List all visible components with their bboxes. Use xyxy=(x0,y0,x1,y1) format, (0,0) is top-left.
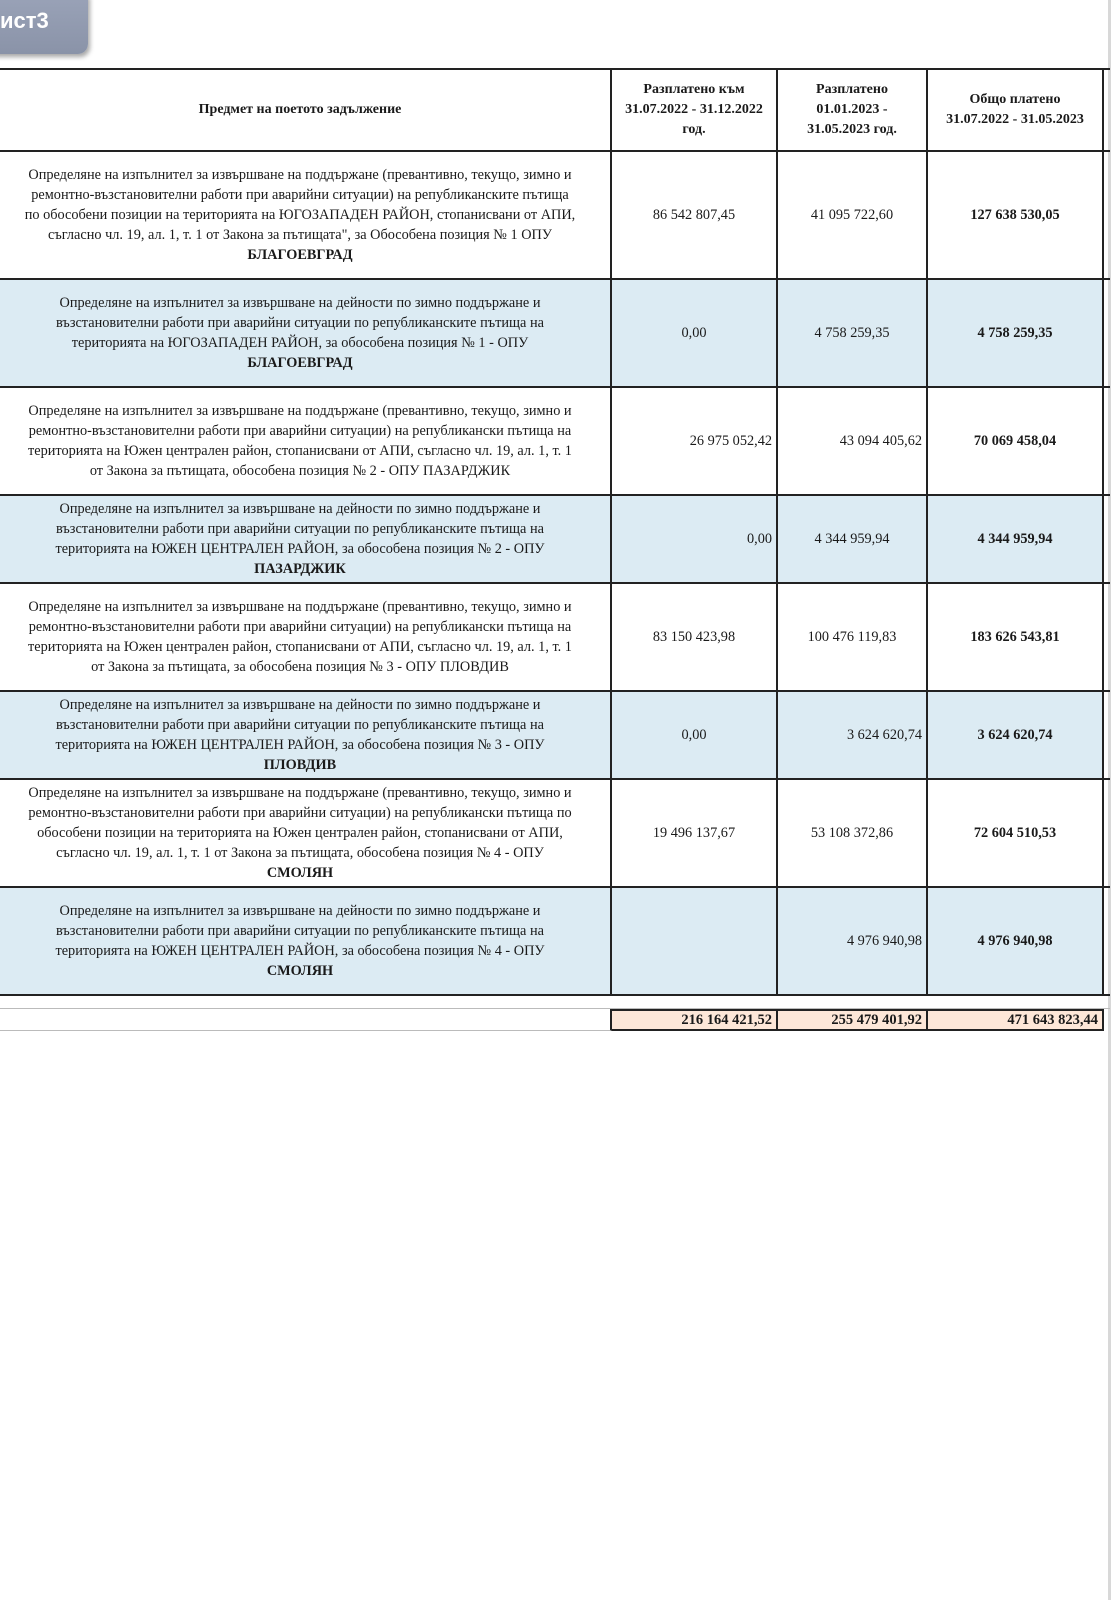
paid-2022-cell: 0,00 xyxy=(612,496,778,582)
subject-cell xyxy=(0,152,612,278)
header-paid-2023 xyxy=(778,70,928,150)
table-row[interactable] xyxy=(0,888,1110,996)
paid-2023-cell: 43 094 405,62 xyxy=(778,388,928,494)
table-row[interactable] xyxy=(0,152,1110,280)
subject-line: съгласно чл. 19, ал. 1, т. 1 от Закона за пътищата", за Обособена позиция № 1 ОПУ xyxy=(48,227,552,243)
paid-2023-cell: 100 476 119,83 xyxy=(778,584,928,690)
total-cell: 183 626 543,81 xyxy=(928,584,1104,690)
subject-cell xyxy=(0,584,612,690)
paid-2023-cell: 41 095 722,60 xyxy=(778,152,928,278)
total-cell: 4 758 259,35 xyxy=(928,280,1104,386)
paid-2022-cell: 19 496 137,67 xyxy=(612,780,778,886)
total-cell: 3 624 620,74 xyxy=(928,692,1104,778)
subject-line: територията на ЮЖЕН ЦЕНТРАЛЕН РАЙОН, за обособена позиция № 4 - ОПУ xyxy=(55,943,545,959)
table-row[interactable] xyxy=(0,584,1110,692)
header-paid-2022-line: год. xyxy=(682,122,706,137)
paid-2022-cell: 0,00 xyxy=(612,280,778,386)
paid-2022-cell: 0,00 xyxy=(612,692,778,778)
totals-spacer xyxy=(0,1009,612,1031)
table-row[interactable] xyxy=(0,780,1110,888)
subject-line: територията на ЮЖЕН ЦЕНТРАЛЕН РАЙОН, за обособена позиция № 2 - ОПУ xyxy=(55,541,545,557)
subject-cell xyxy=(0,388,612,494)
header-paid-2023-line: 01.01.2023 - xyxy=(816,102,888,117)
subject-line: територията на ЮЖЕН ЦЕНТРАЛЕН РАЙОН, за обособена позиция № 3 - ОПУ xyxy=(55,737,545,753)
payments-table xyxy=(0,68,1110,996)
header-total xyxy=(928,70,1104,150)
subject-line: възстановителни работи при аварийни ситуации по републиканските пътища на xyxy=(56,521,544,537)
header-paid-2022-line: 31.07.2022 - 31.12.2022 xyxy=(625,102,763,117)
paid-2022-cell: 26 975 052,42 xyxy=(612,388,778,494)
sheet-tab-label: ист3 xyxy=(0,8,49,33)
table-row[interactable] xyxy=(0,496,1110,584)
subject-line: възстановителни работи при аварийни ситуации по републиканските пътища на xyxy=(56,923,544,939)
subject-line: територията на Южен централен район, стопанисвани от АПИ, съгласно чл. 19, ал. 1, т. 1 xyxy=(28,443,572,459)
paid-2023-cell: 4 758 259,35 xyxy=(778,280,928,386)
table-header-row xyxy=(0,70,1110,152)
subject-line: територията на Южен централен район, стопанисвани от АПИ, съгласно чл. 19, ал. 1, т. 1 xyxy=(28,639,572,655)
subject-line: Определяне на изпълнител за извършване на поддържане (превантивно, текущо, зимно и xyxy=(28,785,572,801)
subject-line: Определяне на изпълнител за извършване на дейности по зимно поддържане и xyxy=(59,501,541,517)
subject-cell xyxy=(0,888,612,994)
header-paid-2022-line: Разплатено към xyxy=(643,82,745,97)
table-row[interactable] xyxy=(0,280,1110,388)
subject-line: Определяне на изпълнител за извършване на поддържане (превантивно, текущо, зимно и xyxy=(28,167,572,183)
paid-2023-cell: 53 108 372,86 xyxy=(778,780,928,886)
subject-line: СМОЛЯН xyxy=(266,963,334,979)
totals-paid-2023: 255 479 401,92 xyxy=(778,1009,928,1031)
total-cell: 4 976 940,98 xyxy=(928,888,1104,994)
totals-row xyxy=(0,1008,1110,1033)
subject-line: от Закона за пътищата, обособена позиция № 2 - ОПУ ПАЗАРДЖИК xyxy=(89,463,511,479)
subject-line: ремонтно-възстановителни работи при аварийни ситуации) на републикански пътища на xyxy=(28,423,572,439)
total-cell: 4 344 959,94 xyxy=(928,496,1104,582)
subject-line: ремонтно-възстановителни работи при аварийни ситуации) на републикански пътища по xyxy=(28,805,572,821)
subject-cell xyxy=(0,692,612,778)
subject-line: от Закона за пътищата, за обособена позиция № 3 - ОПУ ПЛОВДИВ xyxy=(91,659,509,675)
subject-line: територията на ЮГОЗАПАДЕН РАЙОН, за обособена позиция № 1 - ОПУ xyxy=(71,335,529,351)
table-row[interactable] xyxy=(0,692,1110,780)
subject-cell xyxy=(0,780,612,886)
subject-cell xyxy=(0,280,612,386)
subject-line: възстановителни работи при аварийни ситуации по републиканските пътища на xyxy=(56,315,544,331)
subject-line: БЛАГОЕВГРАД xyxy=(247,247,353,263)
subject-line: ПАЗАРДЖИК xyxy=(254,561,346,577)
subject-cell xyxy=(0,496,612,582)
totals-paid-2022: 216 164 421,52 xyxy=(612,1009,778,1031)
header-total-line: 31.07.2022 - 31.05.2023 xyxy=(946,112,1084,127)
subject-line: Определяне на изпълнител за извършване на дейности по зимно поддържане и xyxy=(59,903,541,919)
subject-line: СМОЛЯН xyxy=(266,865,334,881)
subject-line: ПЛОВДИВ xyxy=(263,757,337,773)
subject-line: възстановителни работи при аварийни ситуации по републиканските пътища на xyxy=(56,717,544,733)
paid-2022-cell: 86 542 807,45 xyxy=(612,152,778,278)
total-cell: 127 638 530,05 xyxy=(928,152,1104,278)
sheet-tab[interactable] xyxy=(0,0,88,54)
subject-line: съгласно чл. 19, ал. 1, т. 1 от Закона за пътищата, обособена позиция № 4 - ОПУ xyxy=(56,845,544,861)
paid-2023-cell: 4 976 940,98 xyxy=(778,888,928,994)
totals-total: 471 643 823,44 xyxy=(928,1009,1104,1031)
total-cell: 72 604 510,53 xyxy=(928,780,1104,886)
subject-line: ремонтно-възстановителни работи при аварийни ситуации) на републиканските пътища xyxy=(31,187,569,203)
paid-2022-cell xyxy=(612,888,778,994)
subject-line: Определяне на изпълнител за извършване на дейности по зимно поддържане и xyxy=(59,697,541,713)
table-row[interactable] xyxy=(0,388,1110,496)
subject-line: БЛАГОЕВГРАД xyxy=(247,355,353,371)
subject-line: по обособени позиции на територията на ЮГОЗАПАДЕН РАЙОН, стопанисвани от АПИ, xyxy=(24,207,576,223)
subject-line: Определяне на изпълнител за извършване на дейности по зимно поддържане и xyxy=(59,295,541,311)
header-total-line: Общо платено xyxy=(969,92,1061,107)
subject-line: Определяне на изпълнител за извършване на поддържане (превантивно, текущо, зимно и xyxy=(28,599,572,615)
total-cell: 70 069 458,04 xyxy=(928,388,1104,494)
paid-2023-cell: 4 344 959,94 xyxy=(778,496,928,582)
subject-line: ремонтно-възстановителни работи при аварийни ситуации) на републикански пътища на xyxy=(28,619,572,635)
subject-line: Определяне на изпълнител за извършване на поддържане (превантивно, текущо, зимно и xyxy=(28,403,572,419)
header-paid-2023-line: 31.05.2023 год. xyxy=(807,122,897,137)
header-subject: Предмет на поетото задължение xyxy=(0,70,612,150)
paid-2022-cell: 83 150 423,98 xyxy=(612,584,778,690)
header-paid-2022 xyxy=(612,70,778,150)
subject-line: обособени позиции на територията на Южен централен район, стопанисвани от АПИ, xyxy=(37,825,563,841)
header-paid-2023-line: Разплатено xyxy=(816,82,888,97)
paid-2023-cell: 3 624 620,74 xyxy=(778,692,928,778)
